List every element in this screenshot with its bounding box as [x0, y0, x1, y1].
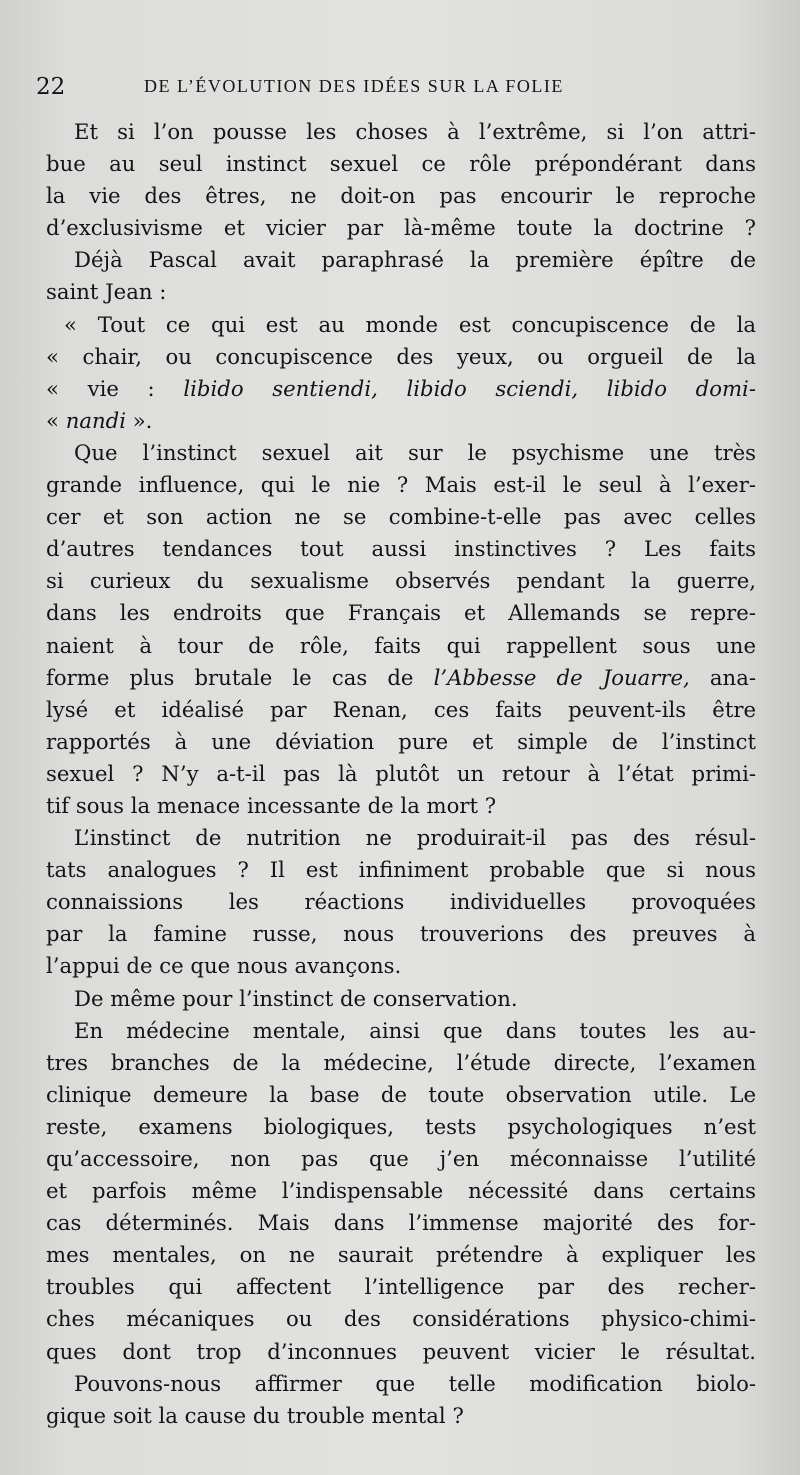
text-line-segment: lysé et idéalisé par Renan, ces faits peuvent-ils être	[46, 696, 756, 722]
text-line	[46, 469, 756, 501]
text-line-segment: Pouvons-nous affirmer que telle modification biolo-	[74, 1370, 756, 1396]
text-line	[46, 565, 756, 597]
text-line-segment: ana-	[689, 664, 756, 690]
text-line	[46, 212, 756, 244]
text-line-segment: « chair, ou concupiscence des yeux, ou orgueil de la	[46, 343, 756, 369]
page-number: 22	[36, 74, 66, 100]
text-line-segment: Et si l’on pousse les choses à l’extrême, si l’on attri-	[74, 119, 756, 144]
text-line-segment: ches mécaniques ou des considérations physico-chimi-	[46, 1306, 756, 1332]
text-line	[46, 373, 756, 405]
text-line	[46, 1303, 756, 1335]
text-line	[46, 1239, 756, 1271]
text-line	[46, 341, 756, 373]
text-line	[46, 148, 756, 180]
text-line	[46, 1175, 756, 1207]
text-line	[46, 437, 756, 469]
text-line-segment: forme plus brutale le cas de	[46, 664, 434, 690]
italic-segment: libido sentiendi, libido sciendi, libido domi-	[183, 375, 756, 401]
text-line	[46, 662, 756, 694]
text-line-segment: tats analogues ? Il est infiniment probable que si nous	[46, 857, 756, 883]
text-line-segment: tif sous la menace incessante de la mort ?	[46, 792, 497, 818]
text-line-segment: gique soit la cause du trouble mental ?	[46, 1402, 464, 1428]
text-line	[46, 533, 756, 565]
text-line-segment: clinique demeure la base de toute observation utile. Le	[46, 1081, 756, 1107]
text-line-segment: ques dont trop d’inconnues peuvent vicier le résultat.	[46, 1338, 756, 1364]
text-line-segment: « Tout ce qui est au monde est concupiscence de la	[64, 311, 756, 337]
text-line-segment: ».	[125, 407, 153, 433]
text-line	[46, 1271, 756, 1303]
italic-segment: nandi	[65, 407, 126, 433]
text-line	[46, 180, 756, 212]
text-line-segment: qu’accessoire, non pas que j’en méconnaisse l’utilité	[46, 1146, 756, 1171]
text-line	[46, 244, 756, 276]
text-line	[46, 309, 756, 341]
text-line-segment: grande influence, qui le nie ? Mais est-il le seul à l’exer-	[46, 472, 756, 498]
body-text	[46, 116, 756, 1432]
text-line-segment: par la famine russe, nous trouverions des preuves à	[46, 921, 756, 947]
text-line-segment: cer et son action ne se combine-t-elle pas avec celles	[46, 504, 756, 530]
text-line	[46, 854, 756, 886]
text-line	[46, 822, 756, 854]
text-line	[46, 1368, 756, 1400]
text-line-segment: rapportés à une déviation pure et simple de l’instinct	[46, 728, 756, 754]
italic-segment: l’Abbesse de Jouarre,	[433, 664, 690, 690]
text-line-segment: troubles qui affectent l’intelligence par des recher-	[46, 1274, 756, 1300]
text-line	[46, 405, 756, 437]
text-line-segment: reste, examens biologiques, tests psychologiques n’est	[46, 1113, 756, 1139]
text-line-segment: mes mentales, on ne saurait prétendre à expliquer les	[46, 1242, 756, 1268]
running-title: DE L’ÉVOLUTION DES IDÉES SUR LA FOLIE	[144, 76, 564, 96]
text-line	[46, 1079, 756, 1111]
text-line	[46, 1143, 756, 1175]
text-line	[46, 1207, 756, 1239]
text-line-segment: si curieux du sexualisme observés pendant la guerre,	[46, 568, 756, 594]
text-line-segment: naient à tour de rôle, faits qui rappellent sous une	[46, 632, 756, 658]
text-line-segment: saint Jean :	[46, 279, 167, 305]
text-line-segment: En médecine mentale, ainsi que dans toutes les au-	[74, 1017, 756, 1043]
text-line-segment: connaissions les réactions individuelles provoquées	[46, 889, 756, 915]
text-line	[46, 116, 756, 148]
text-line-segment: « vie :	[46, 375, 184, 401]
text-line-segment: De même pour l’instinct de conservation.	[74, 985, 518, 1011]
text-line	[46, 950, 756, 982]
text-line-segment: l’appui de ce que nous avançons.	[46, 953, 402, 979]
text-line	[46, 1400, 756, 1432]
text-line	[46, 597, 756, 629]
text-line-segment: tres branches de la médecine, l’étude directe, l’examen	[46, 1049, 756, 1075]
text-line-segment: d’exclusivisme et vicier par là-même toute la doctrine ?	[46, 215, 756, 241]
text-line-segment: sexuel ? N’y a-t-il pas là plutôt un retour à l’état primi-	[46, 760, 756, 786]
text-line-segment: cas déterminés. Mais dans l’immense majorité des for-	[46, 1210, 756, 1236]
text-line-segment: Déjà Pascal avait paraphrasé la première épître de	[74, 247, 756, 273]
text-line	[46, 886, 756, 918]
text-line	[46, 1336, 756, 1368]
text-line-segment: L’instinct de nutrition ne produirait-il pas des résul-	[74, 825, 756, 851]
text-line-segment: la vie des êtres, ne doit-on pas encourir le reproche	[46, 183, 756, 209]
text-line-segment: d’autres tendances tout aussi instinctives ? Les faits	[46, 536, 756, 562]
text-line	[46, 1111, 756, 1143]
text-line	[46, 1047, 756, 1079]
text-line-segment: dans les endroits que Français et Allemands se repre-	[46, 600, 756, 626]
text-line	[46, 630, 756, 662]
text-line	[46, 726, 756, 758]
text-line-segment: et parfois même l’indispensable nécessité dans certains	[46, 1178, 756, 1204]
text-line	[46, 1015, 756, 1047]
text-line-segment: Que l’instinct sexuel ait sur le psychisme une très	[74, 439, 756, 465]
text-line	[46, 918, 756, 950]
text-line	[46, 694, 756, 726]
text-line-segment: «	[46, 407, 66, 433]
text-line	[46, 790, 756, 822]
text-line	[46, 983, 756, 1015]
text-line	[46, 501, 756, 533]
text-line	[46, 276, 756, 308]
text-line-segment: bue au seul instinct sexuel ce rôle prépondérant dans	[46, 151, 756, 177]
page-header	[36, 74, 756, 104]
text-line	[46, 758, 756, 790]
